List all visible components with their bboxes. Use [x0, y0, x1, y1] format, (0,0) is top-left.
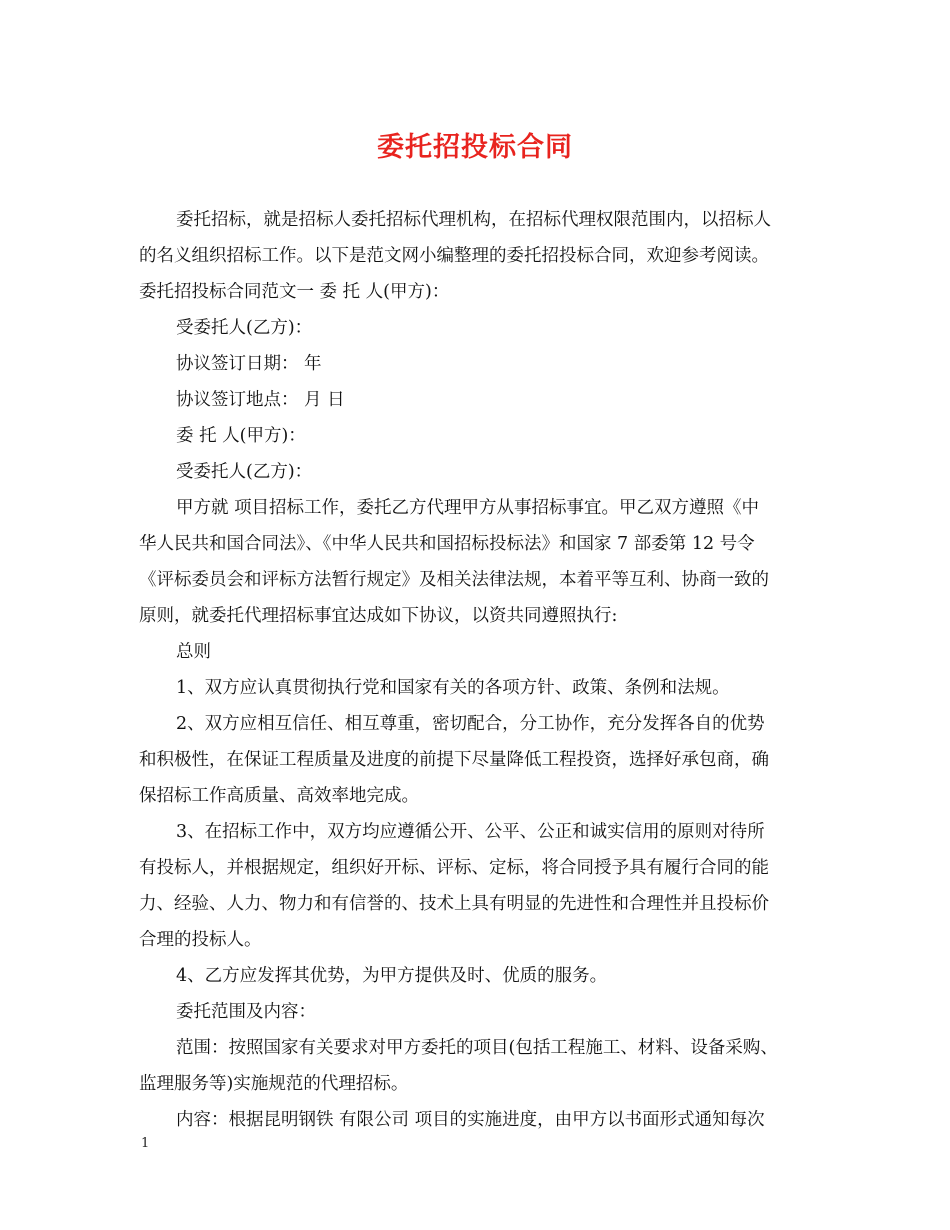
paragraph-line: 和积极性，在保证工程质量及进度的前提下尽量降低工程投资，选择好承包商，确 [139, 750, 769, 770]
paragraph-line: 合理的投标人。 [139, 930, 262, 950]
paragraph-line: 《评标委员会和评标方法暂行规定》及相关法律法规，本着平等互利、协商一致的 [139, 570, 769, 590]
paragraph-line: 内容：根据昆明钢铁 有限公司 项目的实施进度，由甲方以书面形式通知每次 [176, 1110, 765, 1130]
paragraph-line: 协议签订地点： 月 日 [176, 390, 345, 410]
paragraph-line: 1、双方应认真贯彻执行党和国家有关的各项方针、政策、条例和法规。 [176, 678, 730, 698]
paragraph-line: 4、乙方应发挥其优势，为甲方提供及时、优质的服务。 [176, 966, 608, 986]
page-number: 1 [141, 1136, 150, 1151]
paragraph-line: 力、经验、人力、物力和有信誉的、技术上具有明显的先进性和合理性并且投标价 [139, 894, 769, 914]
paragraph-line: 有投标人，并根据规定，组织好开标、评标、定标，将合同授予具有履行合同的能 [139, 858, 769, 878]
document-body [139, 202, 839, 1138]
paragraph-line: 的名义组织招标工作。以下是范文网小编整理的委托招投标合同，欢迎参考阅读。 [139, 246, 769, 266]
paragraph-line: 委 托 人(甲方)： [176, 426, 306, 446]
paragraph-line: 甲方就 项目招标工作，委托乙方代理甲方从事招标事宜。甲乙双方遵照《中 [176, 498, 760, 518]
paragraph-line: 3、在招标工作中，双方均应遵循公开、公平、公正和诚实信用的原则对待所 [176, 822, 765, 842]
paragraph-line: 范围：按照国家有关要求对甲方委托的项目(包括工程施工、材料、设备采购、 [176, 1038, 778, 1058]
paragraph-line: 保招标工作高质量、高效率地完成。 [139, 786, 419, 806]
paragraph-line: 原则，就委托代理招标事宜达成如下协议，以资共同遵照执行: [139, 606, 618, 626]
paragraph-line: 受委托人(乙方)： [176, 318, 313, 338]
paragraph-line: 委托招投标合同范文一 委 托 人(甲方)： [139, 282, 450, 302]
paragraph-line: 委托范围及内容： [176, 1002, 316, 1022]
paragraph-line: 监理服务等)实施规范的代理招标。 [139, 1074, 409, 1094]
paragraph-line: 2、双方应相互信任、相互尊重，密切配合，分工协作，充分发挥各自的优势 [176, 714, 765, 734]
paragraph-line: 委托招标，就是招标人委托招标代理机构，在招标代理权限范围内，以招标人 [176, 210, 771, 230]
paragraph-line: 华人民共和国合同法》、《中华人民共和国招标投标法》和国家 7 部委第 12 号令 [139, 534, 755, 554]
paragraph-line: 受委托人(乙方)： [176, 462, 313, 482]
paragraph-line: 总则 [176, 642, 211, 662]
paragraph-line: 协议签订日期： 年 [176, 354, 322, 374]
document-title: 委托招投标合同 [377, 132, 573, 163]
